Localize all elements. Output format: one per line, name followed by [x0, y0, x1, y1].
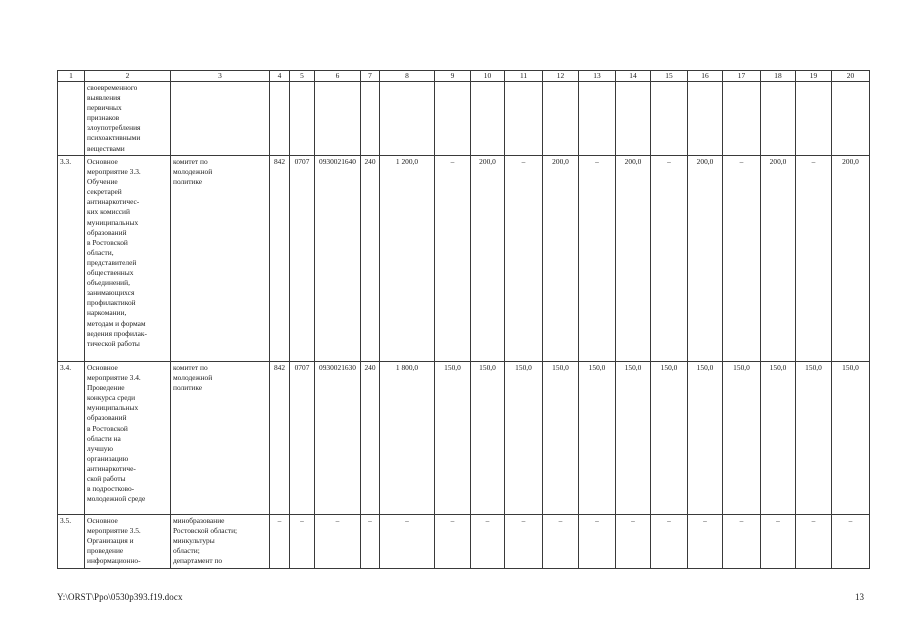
- section-code-cell: [290, 82, 315, 156]
- table-row: [58, 362, 870, 515]
- year-amount-cell: –: [723, 515, 761, 569]
- year-amount-cell: 150,0: [435, 362, 471, 515]
- year-amount-cell: –: [832, 515, 870, 569]
- year-amount-cell: –: [651, 156, 688, 362]
- year-amount-cell: 150,0: [579, 362, 616, 515]
- expense-type-cell: 240: [361, 156, 380, 362]
- program-table: [57, 70, 870, 569]
- section-code-cell: 0707: [290, 362, 315, 515]
- expense-type-cell: –: [361, 515, 380, 569]
- column-number: 10: [471, 71, 505, 82]
- year-amount-cell: 200,0: [616, 156, 651, 362]
- year-amount-cell: 150,0: [471, 362, 505, 515]
- event-name-cell: Основное мероприятие 3.3. Обучение секретарей антинаркотичес- ких комиссий муниципальных образований в Ростовской области, представителей общественных объединений, занимающихся профилактикой наркомании, методам и формам ведения профилак- тической работы: [85, 156, 171, 362]
- table-body: [58, 71, 870, 569]
- executor-cell: минобразование Ростовской области; минкультуры области; департамент по: [171, 515, 270, 569]
- grbs-code-cell: 842: [270, 362, 290, 515]
- column-number: 17: [723, 71, 761, 82]
- year-amount-cell: [505, 82, 543, 156]
- executor-cell: комитет по молодежной политике: [171, 156, 270, 362]
- target-article-cell: 0930021640: [315, 156, 361, 362]
- year-amount-cell: 150,0: [651, 362, 688, 515]
- year-amount-cell: 200,0: [688, 156, 723, 362]
- year-amount-cell: –: [471, 515, 505, 569]
- column-number: 18: [761, 71, 796, 82]
- column-number: 20: [832, 71, 870, 82]
- column-number: 8: [380, 71, 435, 82]
- year-amount-cell: –: [688, 515, 723, 569]
- year-amount-cell: –: [435, 515, 471, 569]
- year-amount-cell: [688, 82, 723, 156]
- grbs-code-cell: 842: [270, 156, 290, 362]
- executor-cell: [171, 82, 270, 156]
- target-article-cell: 0930021630: [315, 362, 361, 515]
- table-row: [58, 156, 870, 362]
- year-amount-cell: [761, 82, 796, 156]
- year-amount-cell: –: [651, 515, 688, 569]
- year-amount-cell: –: [723, 156, 761, 362]
- total-amount-cell: 1 800,0: [380, 362, 435, 515]
- year-amount-cell: –: [796, 515, 832, 569]
- column-number: 6: [315, 71, 361, 82]
- column-number: 19: [796, 71, 832, 82]
- year-amount-cell: –: [435, 156, 471, 362]
- year-amount-cell: 200,0: [761, 156, 796, 362]
- column-number: 11: [505, 71, 543, 82]
- page-number: 13: [855, 592, 864, 602]
- year-amount-cell: –: [543, 515, 579, 569]
- year-amount-cell: [723, 82, 761, 156]
- total-amount-cell: 1 200,0: [380, 156, 435, 362]
- grbs-code-cell: –: [270, 515, 290, 569]
- year-amount-cell: –: [505, 515, 543, 569]
- total-amount-cell: [380, 82, 435, 156]
- table-row: [58, 515, 870, 569]
- year-amount-cell: –: [579, 156, 616, 362]
- year-amount-cell: [796, 82, 832, 156]
- table-row: [58, 82, 870, 156]
- year-amount-cell: –: [579, 515, 616, 569]
- file-path: Y:\ORST\Ppo\0530p393.f19.docx: [57, 592, 183, 602]
- item-number-cell: 3.3.: [58, 156, 85, 362]
- column-number: 5: [290, 71, 315, 82]
- year-amount-cell: [435, 82, 471, 156]
- target-article-cell: –: [315, 515, 361, 569]
- year-amount-cell: 150,0: [761, 362, 796, 515]
- year-amount-cell: [471, 82, 505, 156]
- item-number-cell: 3.5.: [58, 515, 85, 569]
- event-name-cell: своевременного выявления первичных признаков злоупотребления психоактивными веществами: [85, 82, 171, 156]
- column-number: 4: [270, 71, 290, 82]
- total-amount-cell: –: [380, 515, 435, 569]
- expense-type-cell: 240: [361, 362, 380, 515]
- year-amount-cell: –: [796, 156, 832, 362]
- year-amount-cell: [616, 82, 651, 156]
- column-number: 16: [688, 71, 723, 82]
- column-number: 15: [651, 71, 688, 82]
- year-amount-cell: [579, 82, 616, 156]
- year-amount-cell: –: [505, 156, 543, 362]
- executor-cell: комитет по молодежной политике: [171, 362, 270, 515]
- column-number: 2: [85, 71, 171, 82]
- year-amount-cell: 150,0: [688, 362, 723, 515]
- column-number: 7: [361, 71, 380, 82]
- event-name-cell: Основное мероприятие 3.4. Проведение конкурса среди муниципальных образований в Ростовской области на лучшую организацию антинаркотиче- ской работы в подростково- молодежной среде: [85, 362, 171, 515]
- event-name-cell: Основное мероприятие 3.5. Организация и проведение информационно-: [85, 515, 171, 569]
- year-amount-cell: –: [761, 515, 796, 569]
- section-code-cell: 0707: [290, 156, 315, 362]
- year-amount-cell: 200,0: [832, 156, 870, 362]
- column-number-row: [58, 71, 870, 82]
- grbs-code-cell: [270, 82, 290, 156]
- item-number-cell: [58, 82, 85, 156]
- year-amount-cell: [543, 82, 579, 156]
- year-amount-cell: 200,0: [543, 156, 579, 362]
- year-amount-cell: 150,0: [832, 362, 870, 515]
- column-number: 1: [58, 71, 85, 82]
- year-amount-cell: 150,0: [723, 362, 761, 515]
- column-number: 12: [543, 71, 579, 82]
- column-number: 13: [579, 71, 616, 82]
- year-amount-cell: [651, 82, 688, 156]
- year-amount-cell: 150,0: [505, 362, 543, 515]
- year-amount-cell: 150,0: [543, 362, 579, 515]
- year-amount-cell: –: [616, 515, 651, 569]
- year-amount-cell: 150,0: [616, 362, 651, 515]
- year-amount-cell: 200,0: [471, 156, 505, 362]
- expense-type-cell: [361, 82, 380, 156]
- year-amount-cell: 150,0: [796, 362, 832, 515]
- section-code-cell: –: [290, 515, 315, 569]
- column-number: 9: [435, 71, 471, 82]
- column-number: 3: [171, 71, 270, 82]
- column-number: 14: [616, 71, 651, 82]
- year-amount-cell: [832, 82, 870, 156]
- item-number-cell: 3.4.: [58, 362, 85, 515]
- target-article-cell: [315, 82, 361, 156]
